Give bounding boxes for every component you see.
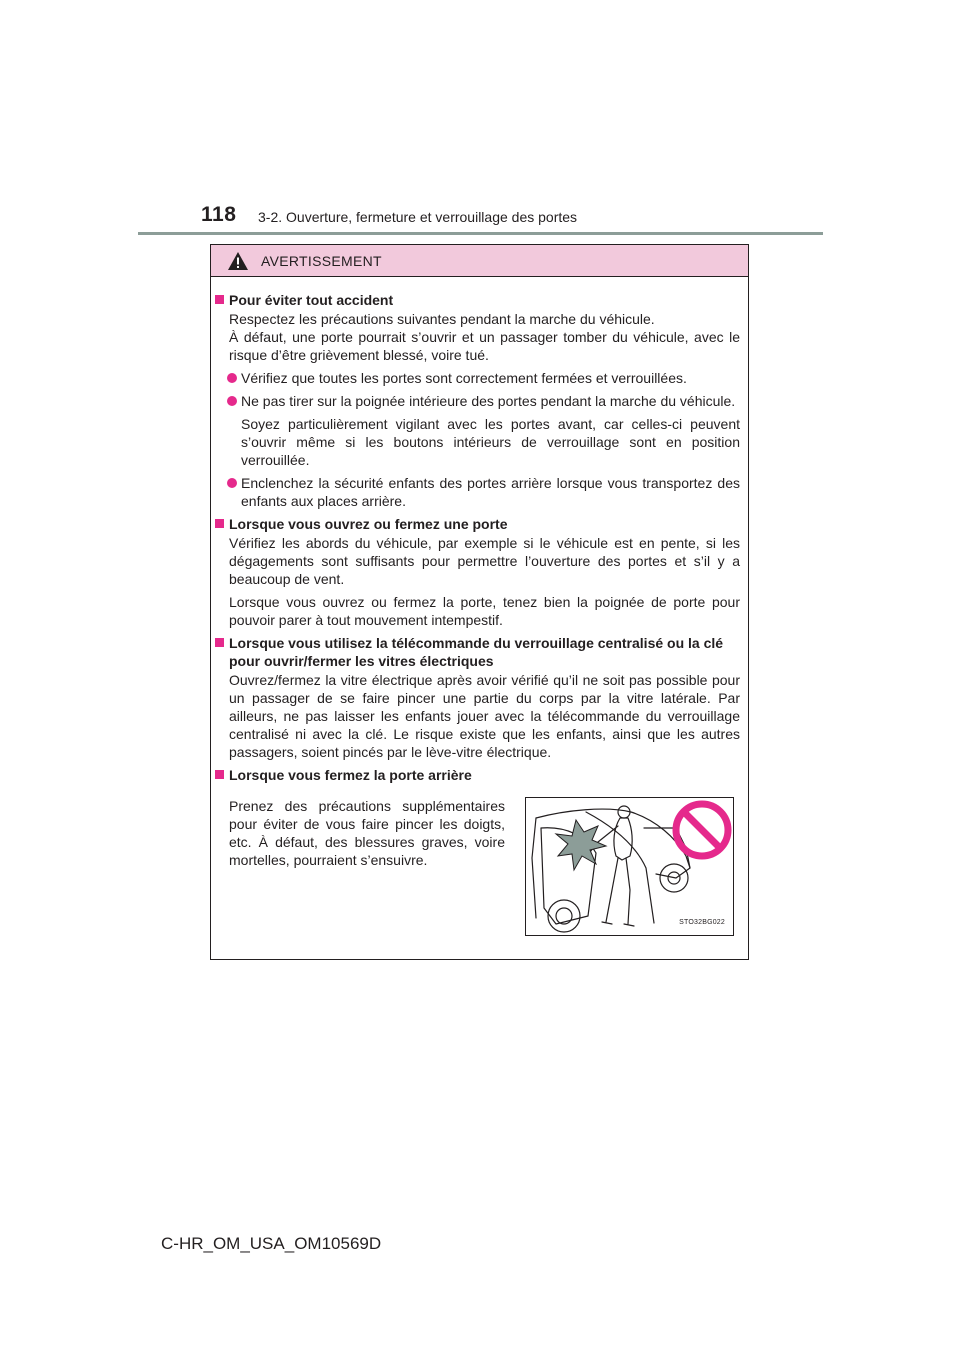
section-heading: [211, 291, 740, 309]
warning-triangle-icon: [227, 251, 249, 271]
square-bullet-icon: [215, 295, 224, 304]
bullet-item: [211, 474, 740, 510]
paragraph: À défaut, une porte pourrait s’ouvrir et un passager tomber du véhicule, avec le risque d’être grièvement blessé, voire tué.: [229, 329, 740, 363]
bullet-continuation: Soyez particulièrement vigilant avec les portes avant, car celles-ci peuvent s’ouvrir même si les boutons intérieurs de verrouillage sont en position verrouillée.: [241, 416, 740, 468]
bullet-item: [211, 392, 740, 410]
document-code: C-HR_OM_USA_OM10569D: [161, 1234, 382, 1253]
bullet-item: [211, 369, 740, 387]
section-heading-text: Lorsque vous ouvrez ou fermez une porte: [229, 516, 508, 532]
section-heading-text: Pour éviter tout accident: [229, 292, 394, 308]
paragraph: Vérifiez les abords du véhicule, par exemple si le véhicule est en pente, si les dégagements sont suffisants pour permettre l’ouverture des portes et s’il y a beaucoup de vent.: [229, 535, 740, 587]
paragraph: Prenez des précautions supplémentaires pour éviter de vous faire pincer les doigts, etc. À défaut, des blessures graves, voire mortelles, pourraient s’ensuivre.: [229, 798, 505, 868]
warning-body: [211, 277, 748, 959]
page-number: 118: [201, 203, 237, 226]
square-bullet-icon: [215, 519, 224, 528]
round-bullet-icon: [227, 478, 237, 488]
section-heading: [211, 515, 740, 533]
section-heading: [211, 766, 740, 784]
rear-door-block: [211, 785, 740, 935]
warning-header: [211, 245, 748, 277]
round-bullet-icon: [227, 396, 237, 406]
paragraph: Ouvrez/fermez la vitre électrique après avoir vérifié qu’il ne soit pas possible pour un passager de se faire pincer une partie du corps par la vitre latérale. Par ailleurs, ne pas laisser les enfants jouer avec la télécommande du verrouillage centralisé ni avec la clé. Le risque existe que les enfants, ainsi que les autres passagers, soient pincés par le lève-vitre électrique.: [229, 672, 740, 760]
paragraph: Respectez les précautions suivantes pendant la marche du véhicule.: [229, 311, 655, 327]
rear-door-illustration: [525, 797, 734, 936]
warning-box: [210, 244, 749, 960]
bullet-text: Enclenchez la sécurité enfants des portes arrière lorsque vous transportez des enfants aux places arrière.: [241, 475, 740, 509]
warning-title: AVERTISSEMENT: [261, 252, 382, 269]
illustration-code: STO32BG022: [679, 919, 725, 926]
square-bullet-icon: [215, 638, 224, 647]
round-bullet-icon: [227, 373, 237, 383]
bullet-text: Vérifiez que toutes les portes sont correctement fermées et verrouillées.: [241, 370, 687, 386]
paragraph: Lorsque vous ouvrez ou fermez la porte, tenez bien la poignée de porte pour pouvoir parer à tout mouvement intempestif.: [229, 594, 740, 628]
section-heading-text: Lorsque vous fermez la porte arrière: [229, 767, 472, 783]
section-heading: [211, 634, 740, 670]
section-title: 3-2. Ouverture, fermeture et verrouillage des portes: [258, 209, 578, 225]
section-heading-text: Lorsque vous utilisez la télécommande du verrouillage centralisé ou la clé pour ouvrir/fermer les vitres électriques: [229, 635, 724, 669]
bullet-text: Ne pas tirer sur la poignée intérieure des portes pendant la marche du véhicule.: [241, 393, 736, 409]
header-rule: [138, 232, 823, 235]
square-bullet-icon: [215, 770, 224, 779]
